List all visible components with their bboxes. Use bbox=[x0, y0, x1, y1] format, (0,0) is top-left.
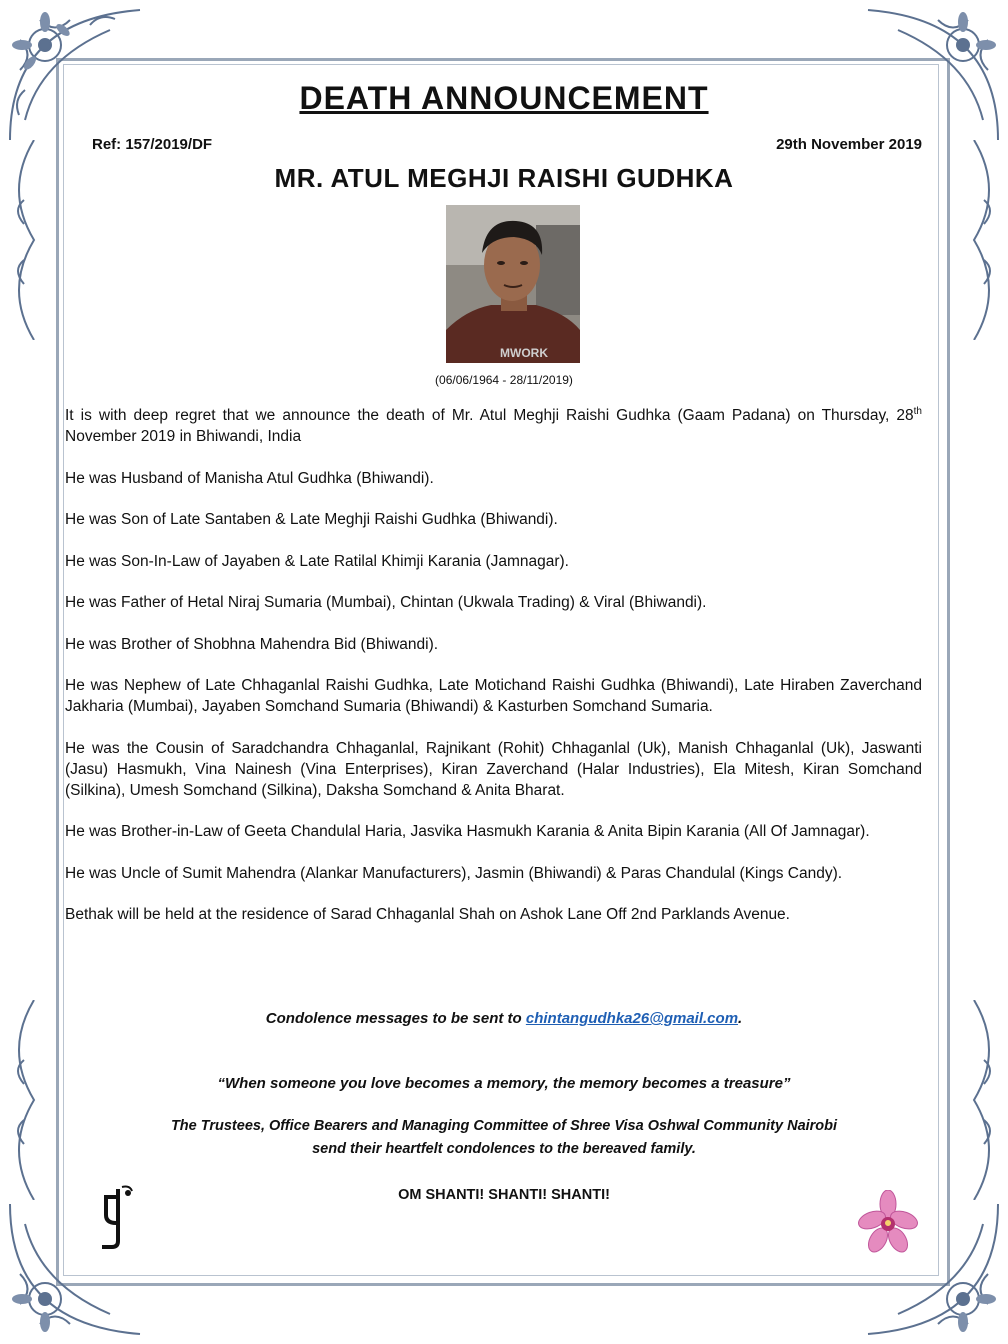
relation-paragraph: He was Brother-in-Law of Geeta Chandulal Haria, Jasvika Hasmukh Karania & Anita Bipin Karania (All Of Jamnagar). bbox=[65, 823, 870, 840]
trustees-line-2: send their heartfelt condolences to the bereaved family. bbox=[312, 1141, 696, 1157]
trustees-condolence bbox=[0, 1115, 1008, 1161]
relation-paragraph: He was Brother of Shobhna Mahendra Bid (Bhiwandi). bbox=[65, 635, 439, 653]
relation-paragraph: He was Husband of Manisha Atul Gudhka (Bhiwandi). bbox=[65, 469, 434, 487]
deceased-name: MR. ATUL MEGHJI RAISHI GUDHKA bbox=[274, 163, 734, 193]
announcement-body bbox=[65, 405, 922, 946]
shirt-print-text: MWORK bbox=[500, 346, 548, 360]
portrait-photo bbox=[446, 205, 580, 363]
memorial-quote: “When someone you love becomes a memory, the memory becomes a treasure” bbox=[217, 1075, 791, 1092]
life-dates: (06/06/1964 - 28/11/2019) bbox=[435, 373, 573, 387]
orchid-flower-icon bbox=[858, 1190, 918, 1256]
floral-corner-ornament-icon bbox=[858, 0, 1008, 150]
side-scroll-ornament-icon bbox=[964, 1000, 1004, 1200]
side-scroll-ornament-icon bbox=[4, 1000, 44, 1200]
relation-paragraph: He was the Cousin of Saradchandra Chhaganlal, Rajnikant (Rohit) Chhaganlal (Uk), Manish Chhaganlal (Uk), Jaswanti (Jasu) Hasmukh, Vina Nainesh (Vina Enterprises), Kiran Zaverchand (Halar Industries), Ela Mitesh, Kiran Somchand (Silkina), Umesh Somchand (Silkina), Daksha Somchand & Anita Bharat. bbox=[65, 739, 922, 799]
relation-paragraph: He was Son of Late Santaben & Late Meghji Raishi Gudhka (Bhiwandi). bbox=[65, 511, 558, 528]
bethak-paragraph: Bethak will be held at the residence of Sarad Chhaganlal Shah on Ashok Lane Off 2nd Parklands Avenue. bbox=[65, 906, 790, 923]
page-title: DEATH ANNOUNCEMENT bbox=[299, 80, 709, 116]
reference-number: Ref: 157/2019/DF bbox=[92, 136, 213, 153]
announcement-date: 29th November 2019 bbox=[776, 136, 922, 153]
intro-paragraph: It is with deep regret that we announce the death of Mr. Atul Meghji Raishi Gudhka (Gaam Padana) on Thursday, 28th November 2019 in Bhiwandi, India bbox=[65, 405, 922, 445]
relation-paragraph: He was Uncle of Sumit Mahendra (Alankar Manufacturers), Jasmin (Bhiwandi) & Paras Chandulal (Kings Candy). bbox=[65, 864, 843, 882]
condolence-line: Condolence messages to be sent to chintangudhka26@gmail.com. bbox=[265, 1010, 743, 1027]
relation-paragraph: He was Father of Hetal Niraj Sumaria (Mumbai), Chintan (Ukwala Trading) & Viral (Bhiwandi). bbox=[65, 594, 707, 611]
closing-prayer: OM SHANTI! SHANTI! SHANTI! bbox=[398, 1187, 610, 1203]
trustees-line-1: The Trustees, Office Bearers and Managing Committee of Shree Visa Oshwal Community Nairobi bbox=[170, 1118, 838, 1134]
relation-paragraph: He was Nephew of Late Chhaganlal Raishi Gudhka, Late Motichand Raishi Gudhka (Bhiwandi), Late Hiraben Zaverchand Jakharia (Mumbai), Jayaben Somchand Sumaria (Bhiwandi) & Kasturben Somchand Sumaria. bbox=[65, 677, 922, 715]
floral-corner-ornament-icon bbox=[0, 0, 150, 150]
email-link[interactable]: chintangudhka26@gmail.com bbox=[525, 1010, 739, 1027]
relation-paragraph: He was Son-In-Law of Jayaben & Late Ratilal Khimji Karania (Jamnagar). bbox=[65, 552, 569, 570]
jain-symbol-icon bbox=[98, 1185, 136, 1253]
